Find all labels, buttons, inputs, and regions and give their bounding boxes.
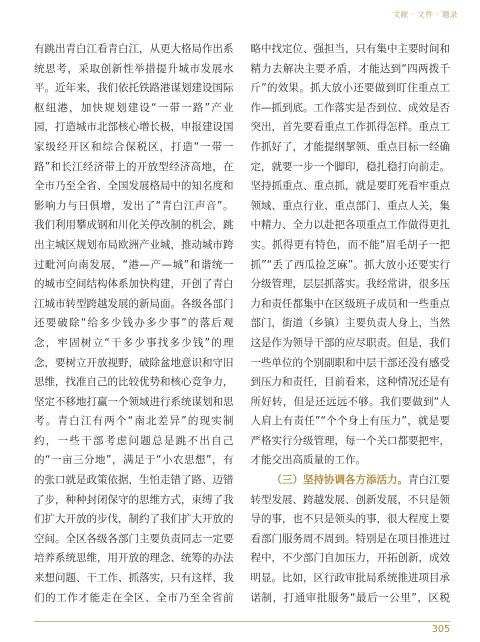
section-header: 文献 · 文件 · 题录 [392, 10, 458, 19]
paragraph-text: 青白江要转型发展、跨越发展、创新发展，不只是领导的事，也不只是领头的事，很大程度上要看部门服务周不周到。特别是在项目推进过程中，不少部门自加压力，开拓创新，成效明显。比如，区行政审批局系统推进项目承诺制，打通审批服务“最后一公里”，区税 [250, 474, 450, 604]
footer-divider [34, 621, 450, 622]
article-body [34, 40, 450, 608]
paragraph: 有跳出青白江看青白江，从更大格局作出系统思考，采取创新性举措提升城市发展水平。近年来，我们依托铁路港谋划建设国际枢纽港，加快规划建设“一带一路”产业园，打造城市北部核心增长极，申报建设国家级经开区和综合保税区，打造“一带一路”和长江经济带上的开放型经济高地，在全市乃至全省、全国发展格局中的知名度和影响力与日俱增，发出了“青白江声音”。我们利用攀成钢和川化关停改制的机会，跳出主城区规划布局欧洲产业城，推动城市跨过毗河向南发展，“港—产—城”和谐统一的城市空间结构体系加快构建，开创了青白江城市转型跨越发展的新局面。各级各部门还要破除“给多少钱办多少事”的落后观念，牢固树立“干多少事找多少钱”的理念，要树立开放视野，破除盆地意识和守旧思维，找准自己的比较优势和核心竞争力，坚定不移地打赢一个领域进行系统谋划和思考。青白江有两个“南北差异”的现实制约，一些干部考虑问题总是跳不出自己的“一亩三分地”，满足于“小农思想”，有的张口就是政策依据，生怕走错了路、迈错了步，种种封闭保守的思维方式，束缚了我们扩大开放的步伐，制约了我们扩大开放的空间。全区各级各部门主要负责同志一定要培养系统思维，用开放的理念、统筹的办法来想问题、干工作、抓落实，只有这样，我们的工作才能走在全区、全市乃至全省前 [34, 43, 234, 604]
page-number: 305 [431, 624, 450, 635]
left-column [34, 40, 234, 608]
paragraph: 略中找定位、强担当，只有集中主要时间和精力去解决主要矛盾，才能达到“四两拨千斤”的效果。抓大放小还要做到盯住重点工作—抓到底。工作落实是否到位、成效是否突出，首先要看重点工作抓得怎样。重点工作抓好了，才能提纲挈领、重点目标一经确定，就要一步一个脚印，稳扎稳打向前走。坚持抓重点、重点抓，就是要盯死看牢重点领域、重点行业、重点部门、重点人关，集中精力、全力以赴把各项重点工作做得更扎实。抓得更有特色，而不能“眉毛胡子一把抓”“丢了西瓜捡芝麻”。抓大放小还要实行分级管理，层层抓落实。我经常讲，很多压力和责任都集中在区级班子成员和一些重点部门，街道（乡镇）主要负责人身上，当然这是作为领导干部的应尽职责。但是，我们一些单位的个别副职和中层干部还没有感受到压力和责任，目前看来，这种情况还是有所好转，但是还远远不够。我们要做到“人人肩上有责任”“个个身上有压力”，就是要严格实行分级管理，每一个关口都要把牢，才能交出高质量的工作。 [250, 43, 450, 467]
subsection-paragraph [251, 471, 451, 608]
subsection-heading: （三）坚持协调各方添活力。 [271, 474, 408, 487]
right-column [251, 40, 451, 608]
